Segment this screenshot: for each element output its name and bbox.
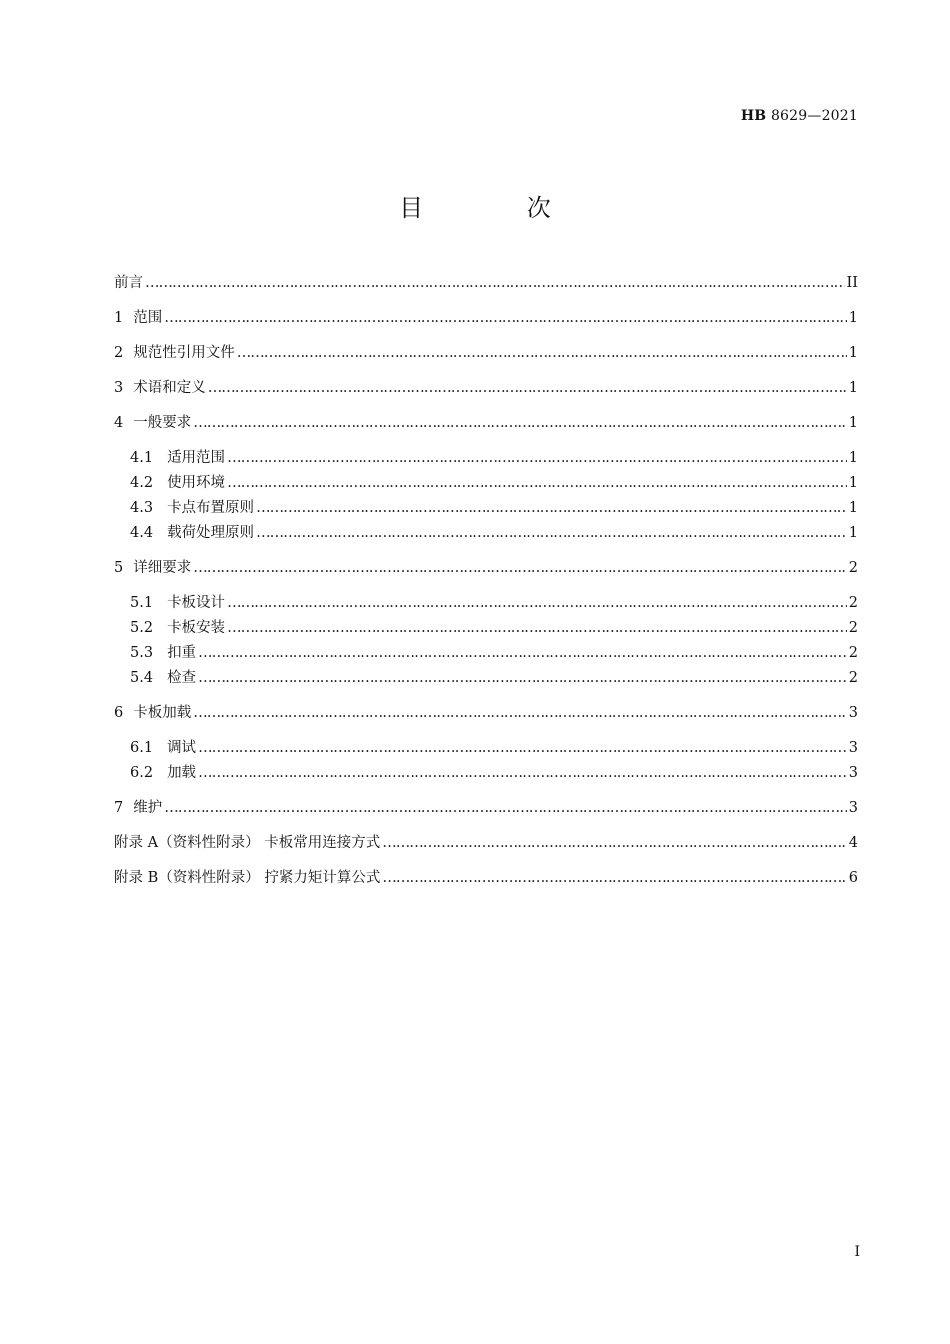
toc-entry-label: 附录 A（资料性附录） 卡板常用连接方式 (114, 835, 381, 851)
toc-entry-label: 前言 (114, 275, 143, 291)
toc-entry-appendix-b[interactable] (114, 866, 858, 891)
toc-entry-label: 附录 B（资料性附录） 拧紧力矩计算公式 (114, 870, 381, 886)
toc-entry-number: 5.3 (130, 645, 154, 661)
toc-entry-label: 扣重 (167, 645, 197, 661)
toc-entry-page: 1 (848, 380, 858, 396)
toc-entry-number: 3 (114, 380, 124, 396)
toc-title: 目 次 (399, 194, 599, 222)
toc-entry-label: 卡点布置原则 (167, 500, 255, 516)
toc-entry-number: 4.4 (130, 525, 154, 541)
toc-leader-dots (227, 471, 847, 496)
toc-entry-number: 6 (114, 705, 124, 721)
toc-entry-number: 6.1 (130, 740, 154, 756)
toc-leader-dots (237, 341, 847, 366)
toc-entry-appendix-a[interactable] (114, 831, 858, 856)
toc-leader-dots (256, 521, 847, 546)
toc-entry-5[interactable] (114, 556, 858, 581)
toc-entry-label: 载荷处理原则 (167, 525, 255, 541)
toc-entry-number: 5 (114, 560, 124, 576)
toc-entry-page: 1 (848, 415, 858, 431)
toc-entry-6[interactable] (114, 701, 858, 726)
toc-entry-page: 1 (848, 345, 858, 361)
toc-entry-label: 适用范围 (167, 450, 226, 466)
toc-entry-4[interactable] (114, 411, 858, 436)
toc-entry-6-2[interactable] (114, 761, 858, 786)
toc-entry-page: 3 (848, 740, 858, 756)
toc-entry-number: 4.2 (130, 475, 154, 491)
toc-leader-dots (193, 411, 847, 436)
toc-entry-number: 4.3 (130, 500, 154, 516)
toc-entry-page: 4 (848, 835, 858, 851)
standard-number: 8629—2021 (770, 108, 858, 124)
toc-entry-number: 1 (114, 310, 124, 326)
toc-entry-4-1[interactable] (114, 446, 858, 471)
toc-leader-dots (198, 736, 847, 761)
toc-entry-4-3[interactable] (114, 496, 858, 521)
toc-leader-dots (198, 761, 847, 786)
toc-entry-page: 1 (848, 525, 858, 541)
toc-entry-5-1[interactable] (114, 591, 858, 616)
toc-entry-number: 4 (114, 415, 124, 431)
toc-entry-number: 6.2 (130, 765, 154, 781)
toc-entry-page: 3 (848, 800, 858, 816)
toc-entry-label: 检查 (167, 670, 197, 686)
toc-entry-number: 7 (114, 800, 124, 816)
table-of-contents (114, 271, 858, 891)
toc-entry-page: 1 (848, 500, 858, 516)
toc-entry-page: 3 (848, 705, 858, 721)
toc-entry-page: 3 (848, 765, 858, 781)
toc-entry-number: 4.1 (130, 450, 154, 466)
toc-entry-5-3[interactable] (114, 641, 858, 666)
toc-entry-label: 范围 (133, 310, 163, 326)
toc-leader-dots (227, 591, 847, 616)
toc-entry-label: 规范性引用文件 (133, 345, 235, 361)
toc-entry-page: 1 (848, 475, 858, 491)
toc-entry-1[interactable] (114, 306, 858, 331)
toc-leader-dots (193, 701, 847, 726)
toc-entry-page: 2 (848, 670, 858, 686)
toc-entry-label: 卡板加载 (133, 705, 192, 721)
toc-entry-4-2[interactable] (114, 471, 858, 496)
toc-entry-label: 维护 (133, 800, 163, 816)
toc-entry-number: 5.1 (130, 595, 154, 611)
toc-leader-dots (145, 271, 845, 296)
toc-entry-5-2[interactable] (114, 616, 858, 641)
toc-entry-number: 5.4 (130, 670, 154, 686)
toc-entry-label: 卡板安装 (167, 620, 226, 636)
toc-entry-page: 1 (848, 310, 858, 326)
toc-leader-dots (382, 831, 847, 856)
toc-entry-label: 调试 (167, 740, 197, 756)
toc-leader-dots (198, 641, 847, 666)
toc-entry-label: 详细要求 (133, 560, 192, 576)
toc-entry-5-4[interactable] (114, 666, 858, 691)
toc-entry-label: 术语和定义 (133, 380, 206, 396)
toc-entry-number: 2 (114, 345, 124, 361)
toc-leader-dots (198, 666, 847, 691)
toc-entry-2[interactable] (114, 341, 858, 366)
toc-leader-dots (256, 496, 847, 521)
standard-header (741, 108, 858, 124)
toc-leader-dots (164, 796, 847, 821)
toc-entry-number: 5.2 (130, 620, 154, 636)
toc-leader-dots (227, 446, 847, 471)
toc-entry-4-4[interactable] (114, 521, 858, 546)
toc-entry-foreword[interactable] (114, 271, 858, 296)
toc-entry-page: 1 (848, 450, 858, 466)
toc-entry-label: 卡板设计 (167, 595, 226, 611)
toc-leader-dots (208, 376, 847, 401)
toc-entry-6-1[interactable] (114, 736, 858, 761)
toc-entry-page: 2 (848, 620, 858, 636)
page-number: I (854, 1244, 860, 1260)
toc-entry-label: 加载 (167, 765, 197, 781)
toc-entry-page: 6 (848, 870, 858, 886)
toc-entry-label: 使用环境 (167, 475, 226, 491)
toc-entry-page: II (846, 275, 858, 291)
toc-leader-dots (164, 306, 847, 331)
toc-entry-7[interactable] (114, 796, 858, 821)
toc-entry-page: 2 (848, 560, 858, 576)
toc-entry-3[interactable] (114, 376, 858, 401)
toc-leader-dots (382, 866, 846, 891)
toc-leader-dots (193, 556, 847, 581)
toc-entry-label: 一般要求 (133, 415, 192, 431)
toc-leader-dots (227, 616, 847, 641)
toc-entry-page: 2 (848, 645, 858, 661)
toc-entry-page: 2 (848, 595, 858, 611)
standard-prefix: HB (740, 108, 767, 124)
